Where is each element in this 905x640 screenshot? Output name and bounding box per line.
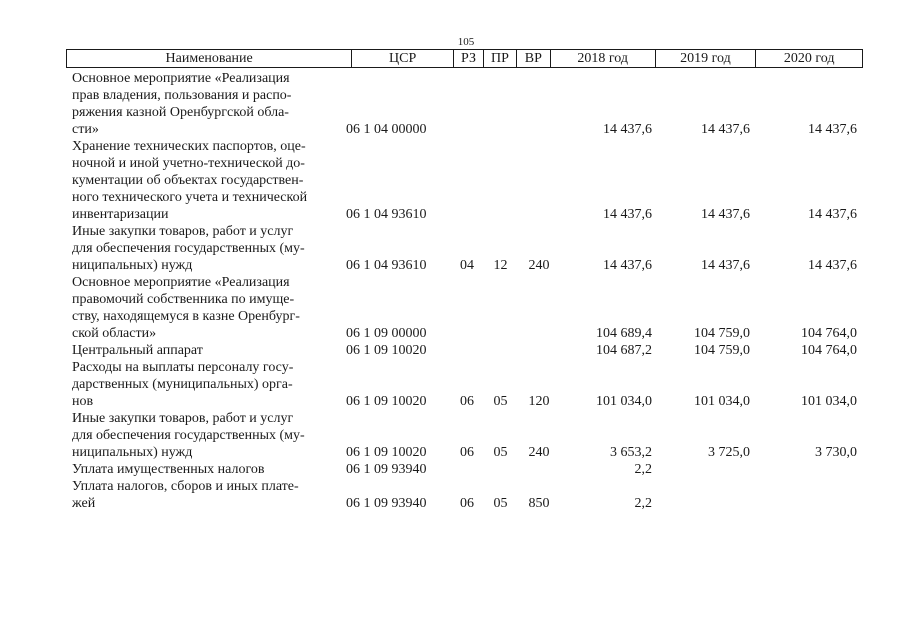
table-header xyxy=(66,49,863,68)
row-rz: 04 xyxy=(460,258,474,273)
row-csr: 06 1 09 93940 xyxy=(346,496,427,511)
row-2018: 3 653,2 xyxy=(610,445,652,460)
row-2019: 104 759,0 xyxy=(694,343,750,358)
header-pr: ПР xyxy=(484,50,517,67)
table-row xyxy=(0,410,905,461)
row-csr: 06 1 09 10020 xyxy=(346,394,427,409)
row-2019: 3 725,0 xyxy=(708,445,750,460)
row-2020: 14 437,6 xyxy=(808,258,857,273)
row-name: Иные закупки товаров, работ и услуг для обеспечения государственных (му- ниципальных) нужд xyxy=(72,411,305,460)
row-rz: 06 xyxy=(460,496,474,511)
table-row xyxy=(0,70,905,138)
row-name: Основное мероприятие «Реализация прав владения, пользования и распо- ряжения казной Оренбургской обла- сти» xyxy=(72,71,292,137)
row-2018: 101 034,0 xyxy=(596,394,652,409)
row-2020: 104 764,0 xyxy=(801,326,857,341)
row-csr: 06 1 04 93610 xyxy=(346,207,427,222)
page-number: 105 xyxy=(457,36,475,48)
row-name: Расходы на выплаты персоналу госу- дарственных (муниципальных) орга- нов xyxy=(72,360,294,409)
table-row xyxy=(0,461,905,478)
header-name: Наименование xyxy=(67,50,352,67)
header-2020: 2020 год xyxy=(783,51,835,66)
row-name: Основное мероприятие «Реализация правомочий собственника по имуще- ству, находящемуся в казне Оренбург- ской области» xyxy=(72,275,300,341)
header-vr: ВР xyxy=(517,50,551,67)
row-pr: 05 xyxy=(493,445,508,460)
row-2019: 14 437,6 xyxy=(701,122,750,137)
row-vr: 120 xyxy=(528,394,550,409)
row-vr: 240 xyxy=(528,445,550,460)
row-pr: 05 xyxy=(493,394,508,409)
header-2019: 2019 год xyxy=(656,50,757,67)
row-2020: 3 730,0 xyxy=(815,445,857,460)
header-2018: 2018 год xyxy=(551,50,656,67)
table-row xyxy=(0,359,905,410)
row-2019: 14 437,6 xyxy=(701,258,750,273)
row-rz: 06 xyxy=(460,394,474,409)
table-row xyxy=(0,478,905,512)
row-2020: 14 437,6 xyxy=(808,122,857,137)
table-row xyxy=(0,274,905,342)
row-csr: 06 1 04 93610 xyxy=(346,258,427,273)
table-row xyxy=(0,138,905,223)
row-rz: 06 xyxy=(460,445,474,460)
row-2019: 101 034,0 xyxy=(694,394,750,409)
row-2018: 104 687,2 xyxy=(596,343,652,358)
row-csr: 06 1 04 00000 xyxy=(346,122,427,137)
row-csr: 06 1 09 10020 xyxy=(346,343,427,358)
row-2018: 2,2 xyxy=(634,496,652,511)
header-rz: РЗ xyxy=(454,50,484,67)
row-name: Уплата налогов, сборов и иных плате- жей xyxy=(72,479,299,511)
row-2018: 104 689,4 xyxy=(596,326,652,341)
row-pr: 05 xyxy=(493,496,508,511)
row-csr: 06 1 09 10020 xyxy=(346,445,427,460)
row-name: Уплата имущественных налогов xyxy=(72,462,265,477)
table-row xyxy=(0,342,905,359)
row-2019: 104 759,0 xyxy=(694,326,750,341)
row-2020: 101 034,0 xyxy=(801,394,857,409)
row-2018: 14 437,6 xyxy=(603,258,652,273)
row-name: Центральный аппарат xyxy=(72,343,203,358)
row-2018: 14 437,6 xyxy=(603,207,652,222)
row-name: Иные закупки товаров, работ и услуг для обеспечения государственных (му- ниципальных) нужд xyxy=(72,224,305,273)
row-csr: 06 1 09 00000 xyxy=(346,326,427,341)
row-2018: 14 437,6 xyxy=(603,122,652,137)
row-name: Хранение технических паспортов, оце- ночной и иной учетно-технической до- кументации об объектах государствен- ного технического учета и технической инвентаризации xyxy=(72,139,308,222)
row-vr: 240 xyxy=(528,258,550,273)
header-csr: ЦСР xyxy=(352,50,454,67)
row-csr: 06 1 09 93940 xyxy=(346,462,427,477)
row-2020: 14 437,6 xyxy=(808,207,857,222)
row-2019: 14 437,6 xyxy=(701,207,750,222)
row-2018: 2,2 xyxy=(634,462,652,477)
row-2020: 104 764,0 xyxy=(801,343,857,358)
table-row xyxy=(0,223,905,274)
row-vr: 850 xyxy=(528,496,550,511)
row-pr: 12 xyxy=(493,258,508,273)
